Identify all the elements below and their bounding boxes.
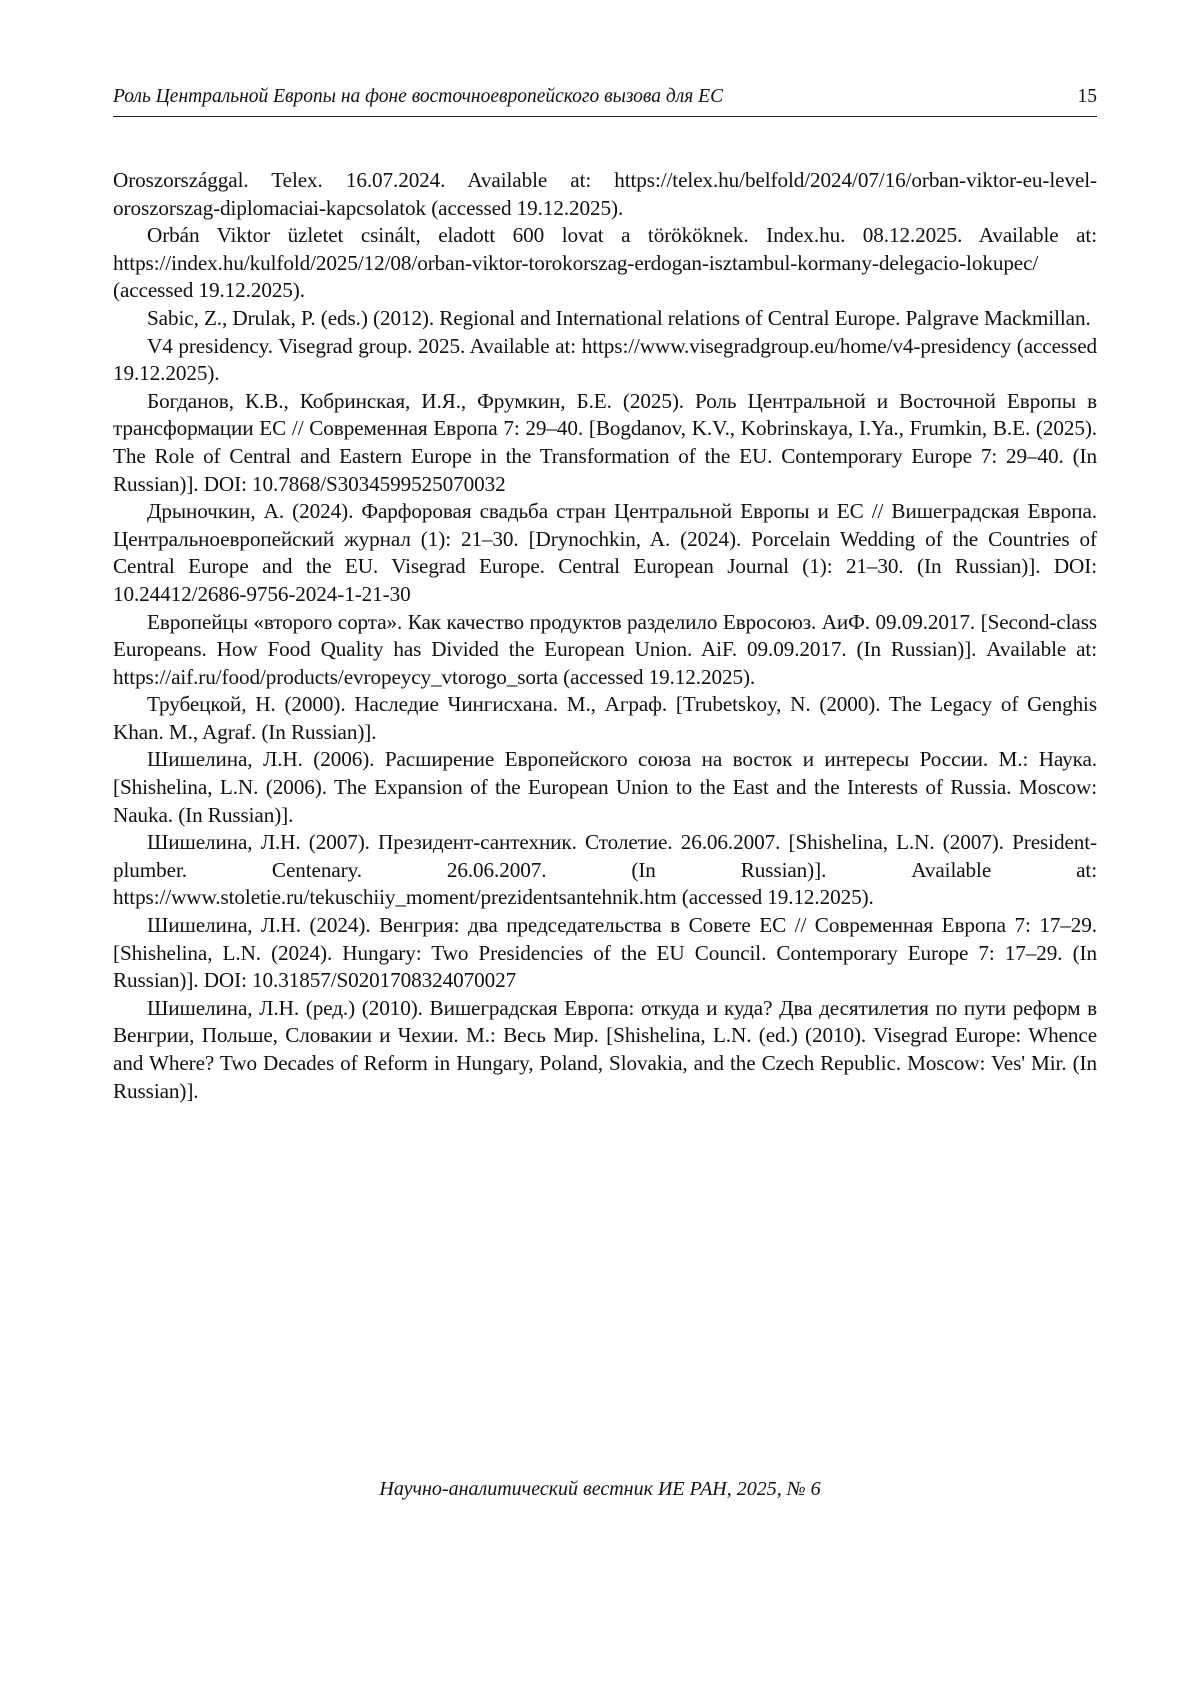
- reference-item: Дрыночкин, А. (2024). Фарфоровая свадьба стран Центральной Европы и ЕС // Вишеградская Европа. Центральноевропейский журнал (1): 21–30. [Drynochkin, A. (2024). Porcelain Wedding of the Countries of Central Europe and the EU. Visegrad Europe. Central European Journal (1): 21–30. (In Russian)]. DOI: 10.24412/2686-9756-2024-1-21-30: [113, 499, 1097, 606]
- page-number: 15: [1077, 86, 1097, 107]
- reference-item: V4 presidency. Visegrad group. 2025. Available at: https://www.visegradgroup.eu/home/v4-presidency (accessed 19.12.2025).: [113, 333, 1097, 386]
- reference-item: Шишелина, Л.Н. (2007). Президент-сантехник. Столетие. 26.06.2007. [Shishelina, L.N. (2007). President-plumber. Centenary. 26.06.2007. (In Russian)]. Available at: https://www.stoletie.ru/tekuschiiy_moment/prezidentsantehnik.htm (accessed 19.12.2025).: [113, 830, 1097, 910]
- reference-item: Европейцы «второго сорта». Как качество продуктов разделило Евросоюз. АиФ. 09.09.2017. [Second-class Europeans. How Food Quality has Divided the European Union. AiF. 09.09.2017. (In Russian)]. Available at: https://aif.ru/food/products/evropeycy_vtorogo_sorta (accessed 19.12.2025).: [113, 609, 1097, 689]
- reference-item: Шишелина, Л.Н. (2006). Расширение Европейского союза на восток и интересы России. М.: Наука. [Shishelina, L.N. (2006). The Expansion of the European Union to the East and the Interests of Russia. Moscow: Nauka. (In Russian)].: [113, 747, 1097, 827]
- journal-footer: Научно-аналитический вестник ИЕ РАН, 2025, № 6: [379, 1478, 821, 1500]
- reference-list: [113, 167, 1097, 1105]
- reference-item: Трубецкой, Н. (2000). Наследие Чингисхана. М., Аграф. [Trubetskoy, N. (2000). The Legacy of Genghis Khan. M., Agraf. (In Russian)].: [113, 692, 1097, 744]
- reference-item: Orbán Viktor üzletet csinált, eladott 600 lovat a törököknek. Index.hu. 08.12.2025. Available at: https://index.hu/kulfold/2025/12/08/orban-viktor-torokorszag-erdogan-isztambul-kormany-delegacio-lokupec/ (accessed 19.12.2025).: [113, 223, 1097, 303]
- reference-item: Oroszországgal. Telex. 16.07.2024. Available at: https://telex.hu/belfold/2024/07/16/orban-viktor-eu-level-oroszorszag-diplomaciai-kapcsolatok (accessed 19.12.2025).: [113, 168, 1097, 220]
- running-header: [113, 82, 1097, 117]
- reference-item: Шишелина, Л.Н. (ред.) (2010). Вишеградская Европа: откуда и куда? Два десятилетия по пути реформ в Венгрии, Польше, Словакии и Чехии. М.: Весь Мир. [Shishelina, L.N. (ed.) (2010). Visegrad Europe: Whence and Where? Two Decades of Reform in Hungary, Poland, Slovakia, and the Czech Republic. Moscow: Ves' Mir. (In Russian)].: [113, 995, 1097, 1103]
- reference-item: Sabic, Z., Drulak, P. (eds.) (2012). Regional and International relations of Central Europe. Palgrave Mackmillan.: [147, 305, 1091, 330]
- running-title: Роль Центральной Европы на фоне восточноевропейского вызова для ЕС: [113, 86, 724, 107]
- reference-item: Шишелина, Л.Н. (2024). Венгрия: два председательства в Совете ЕС // Современная Европа 7: 17–29. [Shishelina, L.N. (2024). Hungary: Two Presidencies of the EU Council. Contemporary Europe 7: 17–29. (In Russian)]. DOI: 10.31857/S0201708324070027: [113, 913, 1097, 993]
- reference-item: Богданов, К.В., Кобринская, И.Я., Фрумкин, Б.Е. (2025). Роль Центральной и Восточной Европы в трансформации ЕС // Современная Европа 7: 29–40. [Bogdanov, K.V., Kobrinskaya, I.Ya., Frumkin, B.E. (2025). The Role of Central and Eastern Europe in the Transformation of the EU. Contemporary Europe 7: 29–40. (In Russian)]. DOI: 10.7868/S3034599525070032: [113, 388, 1097, 496]
